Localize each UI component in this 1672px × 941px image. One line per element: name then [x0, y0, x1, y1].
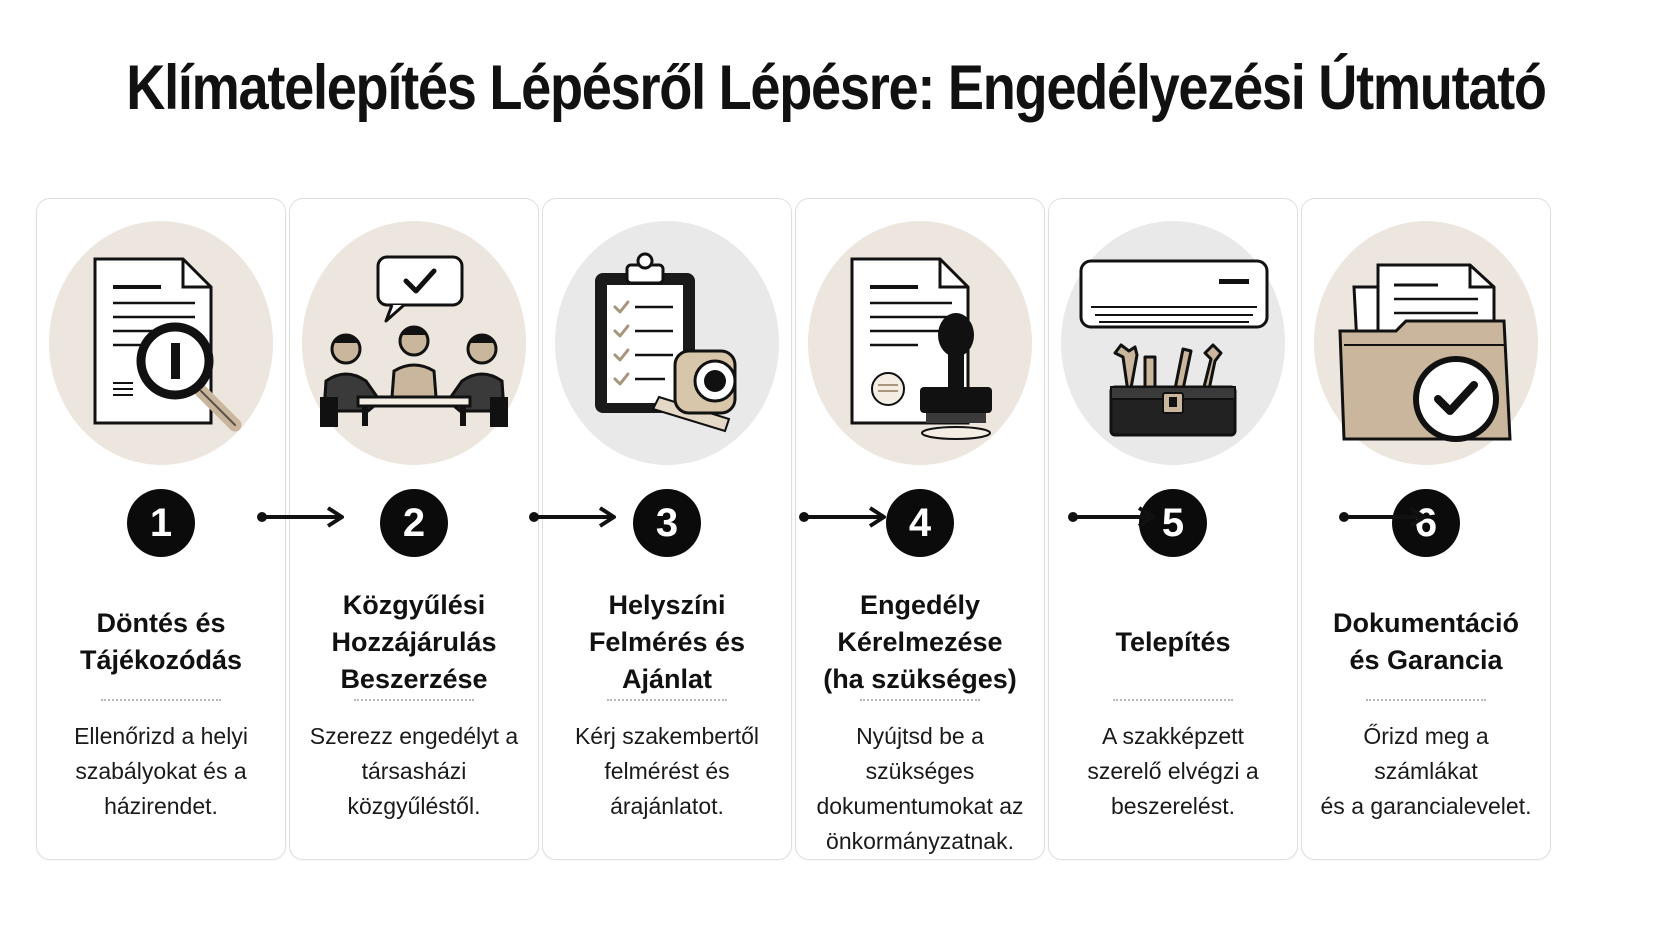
arrow-right-icon	[528, 506, 620, 528]
step-title-6: Dokumentáció és Garancia	[1332, 608, 1520, 675]
step-card-2	[289, 198, 539, 860]
arrow-right-icon	[256, 506, 348, 528]
step-number-6: 6	[1392, 489, 1460, 557]
page-title: Klímatelepítés Lépésről Lépésre: Engedélyezési Útmutató	[126, 53, 1546, 123]
icon-background	[555, 221, 779, 465]
icon-background	[808, 221, 1032, 465]
step-card-4	[795, 198, 1045, 860]
step-description-1: Ellenőrizd a helyi szabályokat és a házirendet.	[74, 723, 248, 819]
dotted-divider	[1366, 699, 1486, 701]
dotted-divider	[607, 699, 727, 701]
step-title-4: Engedély Kérelmezése (ha szükséges)	[823, 589, 1017, 694]
dotted-divider	[354, 699, 474, 701]
step-title-1: Döntés és Tájékozódás	[79, 608, 243, 675]
icon-background	[1061, 221, 1285, 465]
step-card-5	[1048, 198, 1298, 860]
arrow-right-icon	[1067, 506, 1159, 528]
dotted-divider	[860, 699, 980, 701]
icon-background	[49, 221, 273, 465]
step-title-2: Közgyűlési Hozzájárulás Beszerzése	[331, 589, 497, 694]
step-card-3	[542, 198, 792, 860]
step-description-6: Őrizd meg a számlákat és a garancialevelet.	[1320, 723, 1532, 819]
step-number-1: 1	[127, 489, 195, 557]
step-card-6	[1301, 198, 1551, 860]
arrow-right-icon	[1338, 506, 1430, 528]
step-number-4: 4	[886, 489, 954, 557]
step-card-1	[36, 198, 286, 860]
step-number-3: 3	[633, 489, 701, 557]
step-number-5: 5	[1139, 489, 1207, 557]
step-title-3: Helyszíni Felmérés és Ajánlat	[588, 589, 746, 694]
step-title-5: Telepítés	[1115, 626, 1231, 657]
clipboard-tape-measure-icon	[555, 221, 779, 465]
dotted-divider	[1113, 699, 1233, 701]
air-conditioner-toolbox-icon	[1061, 221, 1285, 465]
folder-check-icon	[1314, 221, 1538, 465]
icon-background	[1314, 221, 1538, 465]
document-stamp-icon	[808, 221, 1032, 465]
step-description-2: Szerezz engedélyt a társasházi közgyűléstől.	[309, 723, 519, 819]
dotted-divider	[101, 699, 221, 701]
arrow-right-icon	[798, 506, 890, 528]
step-description-4: Nyújtsd be a szükséges dokumentumokat az önkormányzatnak.	[816, 723, 1024, 854]
step-number-2: 2	[380, 489, 448, 557]
icon-background	[302, 221, 526, 465]
document-magnifier-icon	[49, 221, 273, 465]
step-description-5: A szakképzett szerelő elvégzi a beszerelést.	[1087, 723, 1259, 819]
step-description-3: Kérj szakembertől felmérést és árajánlatot.	[574, 723, 760, 819]
meeting-approval-icon	[302, 221, 526, 465]
